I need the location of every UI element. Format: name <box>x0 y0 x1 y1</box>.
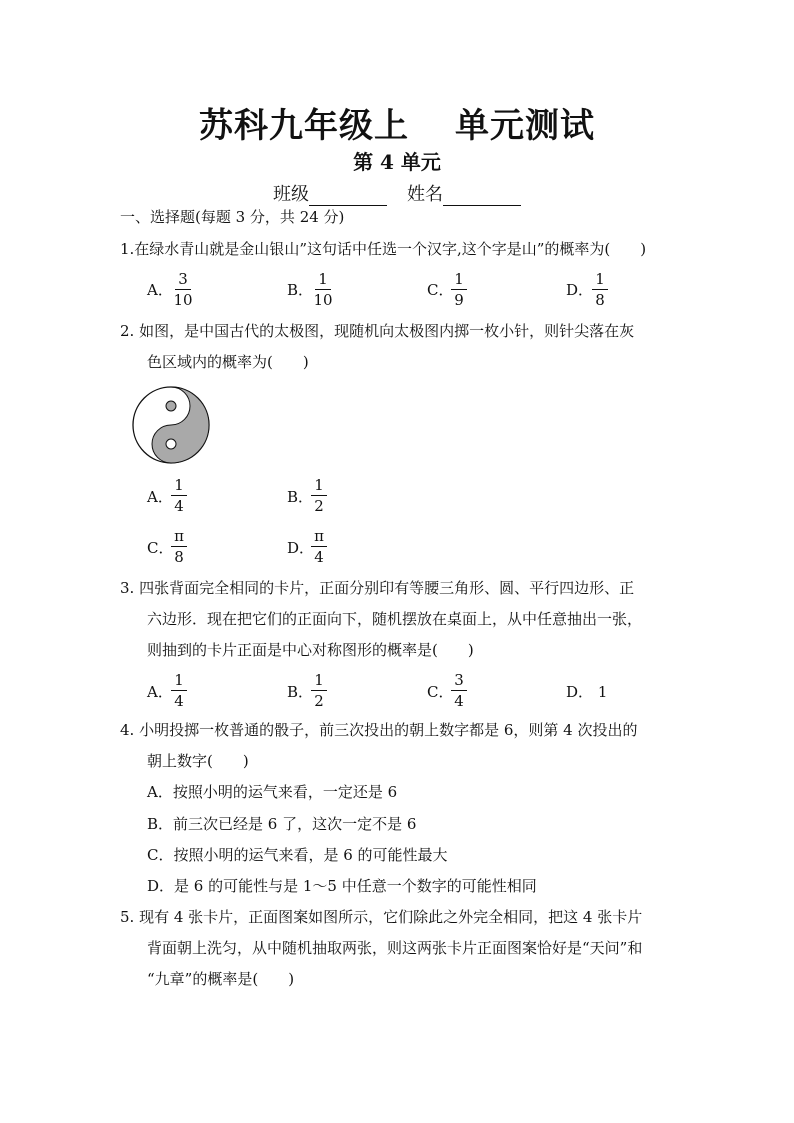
q3-line3: 则抽到的卡片正面是中心对称图形的概率是( ) <box>147 641 474 659</box>
q4-option-c: C．按照小明的运气来看，是 6 的可能性最大 <box>147 846 448 864</box>
q1-option-a-label: A． <box>147 281 173 299</box>
q4-line1: 4. 小明投掷一枚普通的骰子，前三次投出的朝上数字都是 6，则第 4 次投出的 <box>120 721 638 739</box>
q2-line1: 2. 如图，是中国古代的太极图，现随机向太极图内掷一枚小针，则针尖落在灰 <box>120 322 635 340</box>
page-title <box>0 98 794 147</box>
q1-option-b-label: B． <box>287 281 314 299</box>
subtitle: 第 4 单元 <box>353 150 441 174</box>
q5-line2: 背面朝上洗匀，从中随机抽取两张，则这两张卡片正面图案恰好是“天问”和 <box>147 939 643 957</box>
q4-option-a: A．按照小明的运气来看，一定还是 6 <box>147 783 398 801</box>
q3-option-a-fraction: 1 4 <box>168 671 190 710</box>
title-right: 单元测试 <box>455 106 595 146</box>
name-label: 姓名 <box>407 184 443 205</box>
class-name-line <box>0 180 794 206</box>
section-heading: 一、选择题(每题 3 分，共 24 分) <box>120 208 345 226</box>
q3-line2: 六边形．现在把它们的正面向下，随机摆放在桌面上，从中任意抽出一张， <box>147 610 643 628</box>
q3-option-c-label: C． <box>427 683 454 701</box>
q3-option-d <box>566 682 607 702</box>
q1-option-a-fraction: 3 10 <box>173 270 193 309</box>
class-blank <box>309 187 387 206</box>
q3-option-d-value: 1 <box>597 683 608 701</box>
q2-option-c-label: C． <box>147 539 174 557</box>
q1-option-c-fraction: 1 9 <box>448 270 470 309</box>
title-left: 苏科九年级上 <box>199 106 409 146</box>
q4-line2: 朝上数字( ) <box>147 752 249 770</box>
q3-option-c-fraction: 3 4 <box>448 671 470 710</box>
q5-line1: 5. 现有 4 张卡片，正面图案如图所示，它们除此之外完全相同，把这 4 张卡片 <box>120 908 643 926</box>
q2-option-a-fraction: 1 4 <box>168 476 190 515</box>
q3-option-a-label: A． <box>147 683 173 701</box>
q3-option-d-label: D． <box>566 683 594 701</box>
q3-option-b-label: B． <box>287 683 314 701</box>
q1-option-b-fraction: 1 10 <box>313 270 333 309</box>
q2-line2: 色区域内的概率为( ) <box>147 353 309 371</box>
q5-line3: “九章”的概率是( ) <box>147 970 295 988</box>
name-blank <box>443 187 521 206</box>
q2-option-d-fraction: π 4 <box>308 527 330 566</box>
q2-option-b-fraction: 1 2 <box>308 476 330 515</box>
q2-option-b-label: B． <box>287 488 314 506</box>
taiji-figure <box>130 384 212 466</box>
q2-option-a-label: A． <box>147 488 173 506</box>
q1-option-c-label: C． <box>427 281 454 299</box>
q3-line1: 3. 四张背面完全相同的卡片，正面分别印有等腰三角形、圆、平行四边形、正 <box>120 579 635 597</box>
q2-option-c-fraction: π 8 <box>168 527 190 566</box>
class-label: 班级 <box>273 184 309 205</box>
q1-option-d-label: D． <box>566 281 594 299</box>
q1-text: 1.在绿水青山就是金山银山”这句话中任选一个汉字,这个字是山”的概率为( ) <box>120 240 647 258</box>
q4-option-b: B．前三次已经是 6 了，这次一定不是 6 <box>147 815 417 833</box>
q1-option-d-fraction: 1 8 <box>589 270 611 309</box>
q2-option-d-label: D． <box>287 539 315 557</box>
q3-option-b-fraction: 1 2 <box>308 671 330 710</box>
q4-option-d: D．是 6 的可能性与是 1～5 中任意一个数字的可能性相同 <box>147 877 537 895</box>
